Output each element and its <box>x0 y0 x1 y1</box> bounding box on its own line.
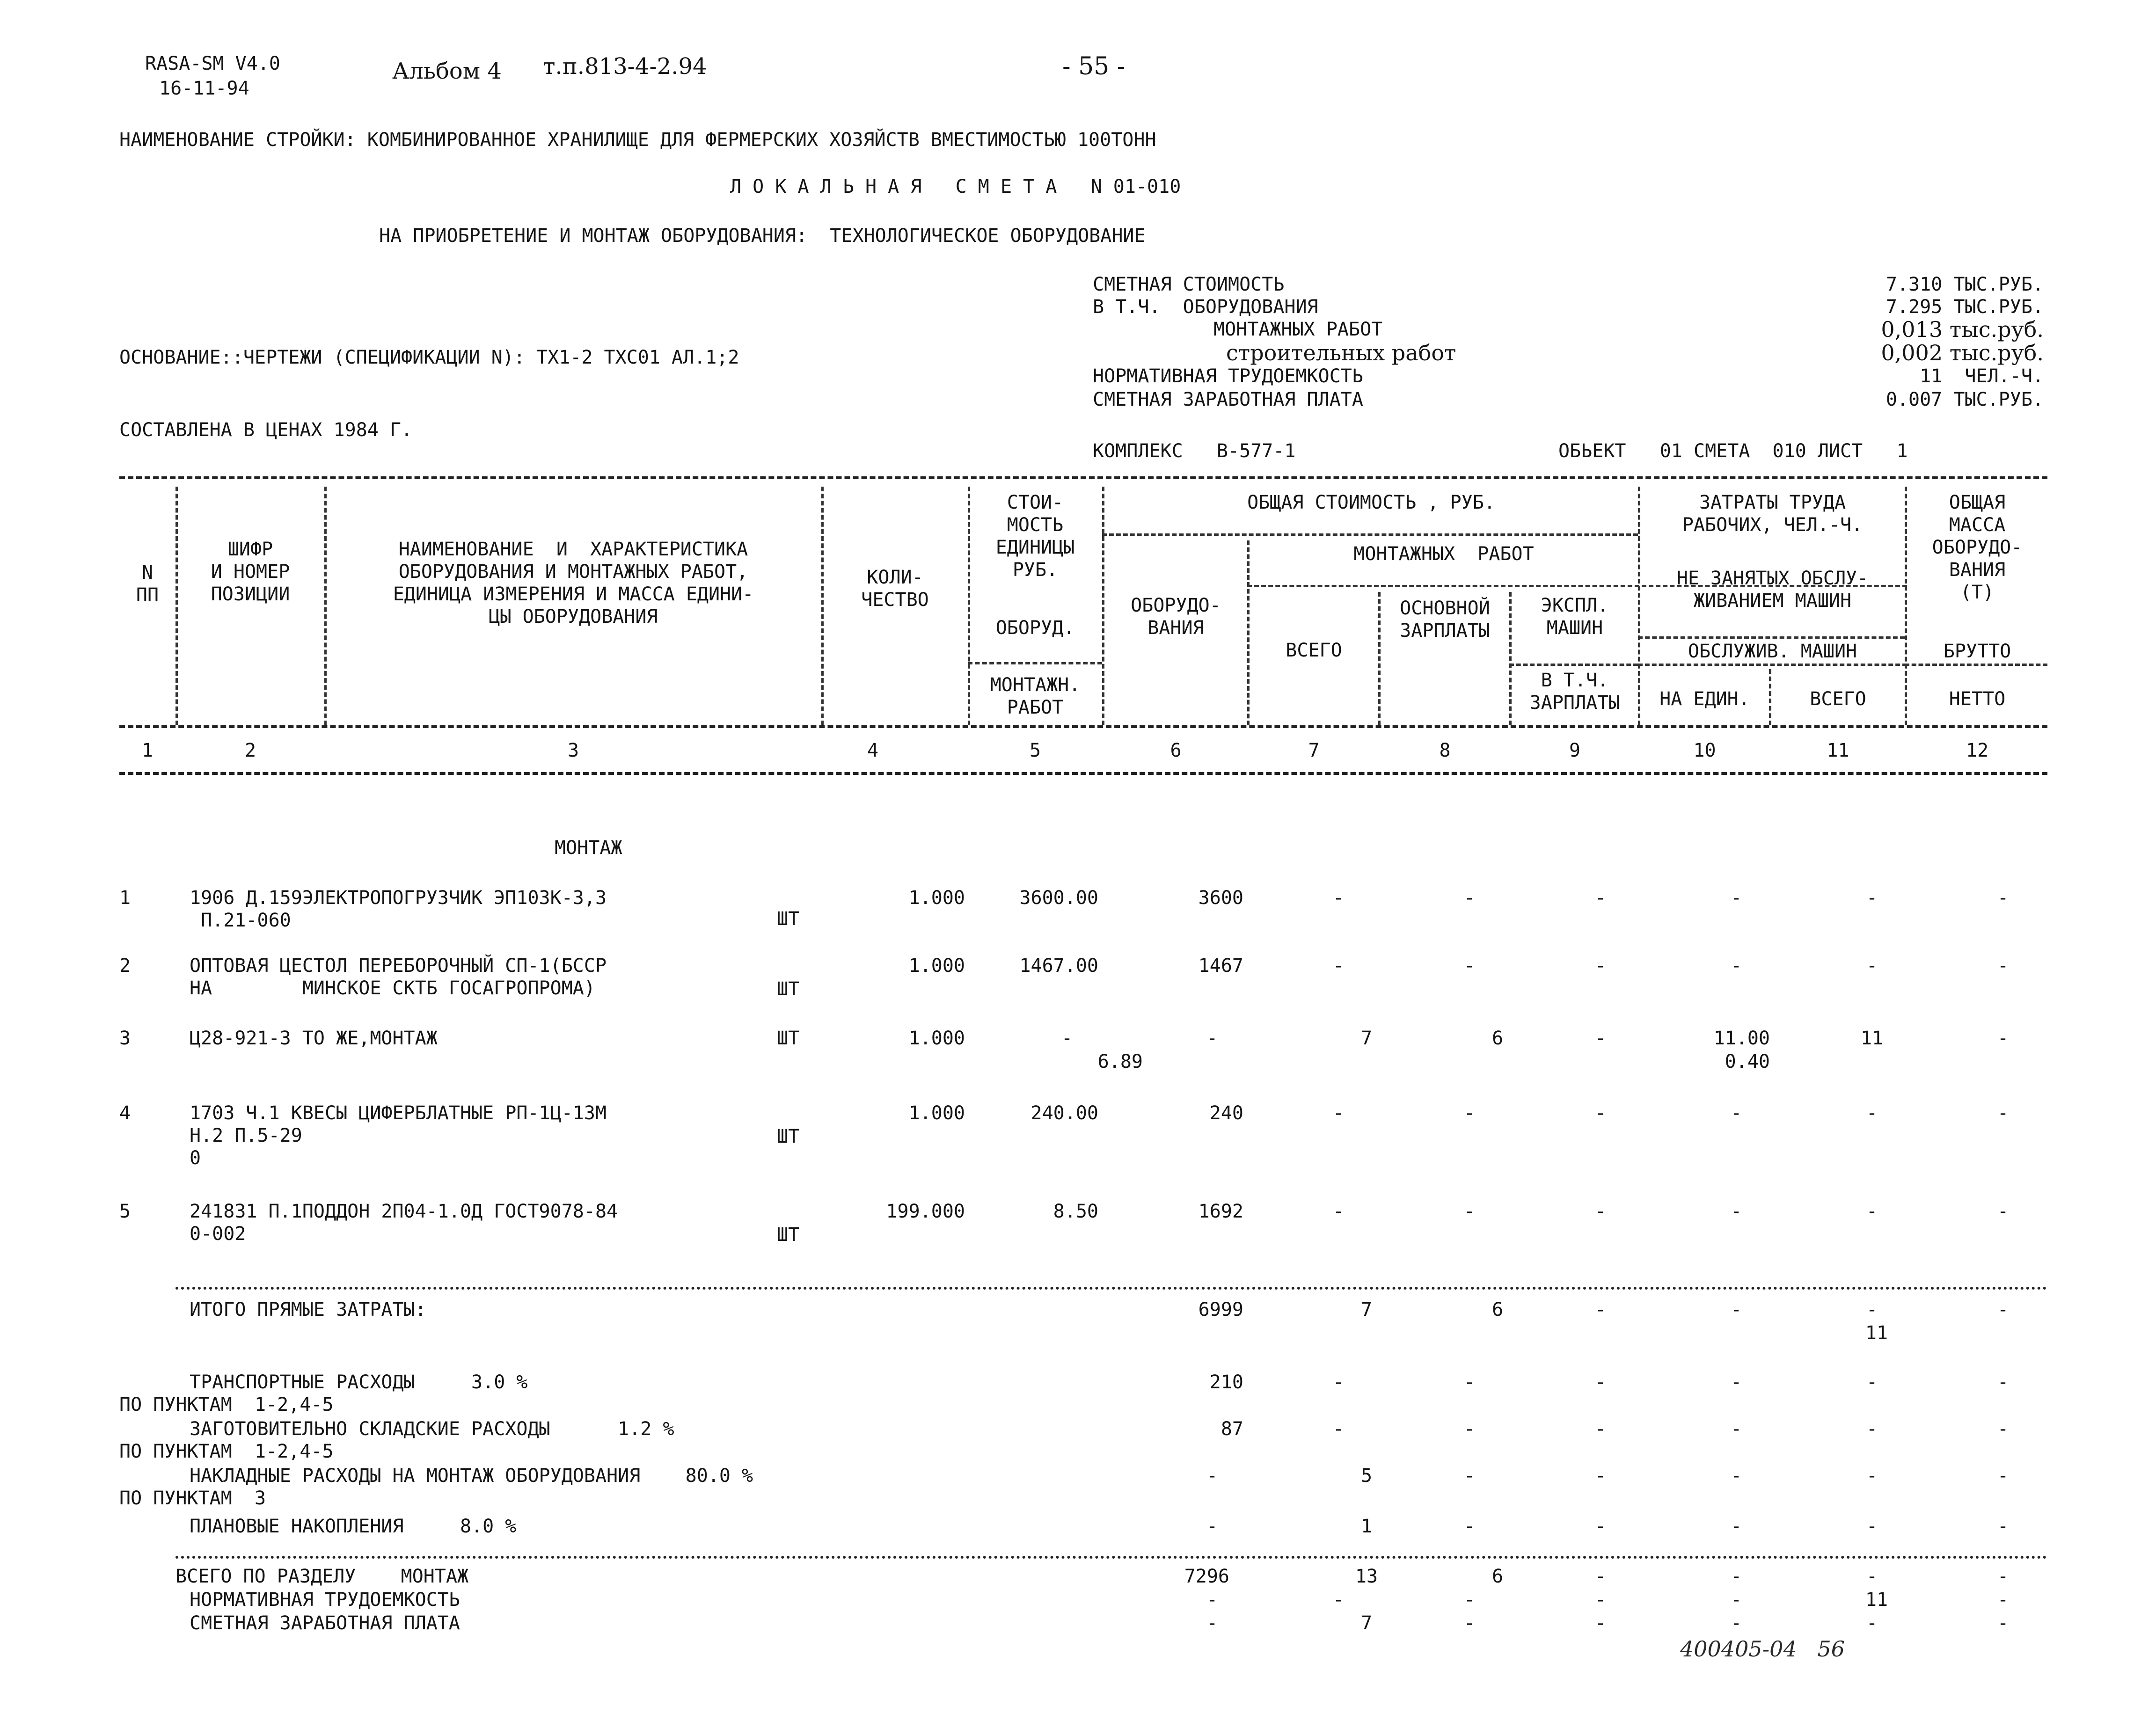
row-number: 3 <box>119 1028 131 1049</box>
totals-c11: - <box>1866 1566 1878 1587</box>
overhead-c9: - <box>1594 1371 1607 1393</box>
row-c9: - <box>1594 1201 1607 1222</box>
row-c11: - <box>1866 1201 1878 1222</box>
overhead-c8: - <box>1463 1418 1476 1440</box>
direct-c11: - <box>1866 1299 1878 1320</box>
totals-c6: - <box>1206 1612 1218 1634</box>
row-c10: - <box>1730 955 1742 977</box>
not-busy-header: НЕ ЗАНЯТЫХ ОБСЛУ- ЖИВАНИЕМ МАШИН <box>1676 568 1869 612</box>
totals-c7: - <box>1332 1589 1345 1611</box>
overhead-c10: - <box>1730 1371 1742 1393</box>
row-c6: 240 <box>1209 1102 1243 1124</box>
row-number: 4 <box>119 1102 131 1124</box>
direct-c9: - <box>1594 1299 1607 1320</box>
overhead-sub: ПО ПУНКТАМ 1-2,4-5 <box>119 1394 334 1415</box>
col-per-unit-header: НА ЕДИН. <box>1659 688 1750 710</box>
row-description: 241831 П.1ПОДДОН 2П04-1.0Д ГОСТ9078-84 0-002 <box>190 1201 618 1245</box>
direct-rule <box>175 1287 2047 1290</box>
col-n-header: N ПП <box>136 562 159 606</box>
row-c9: - <box>1594 1028 1607 1049</box>
col-divider <box>175 487 178 725</box>
totals-c10: - <box>1730 1612 1742 1634</box>
col-equip-total-header: ОБОРУДО- ВАНИЯ <box>1131 595 1221 639</box>
col-qty-header: КОЛИ- ЧЕСТВО <box>861 567 929 611</box>
col-labor-total-header: ВСЕГО <box>1810 688 1866 710</box>
col-netto-header: НЕТТО <box>1949 688 2006 710</box>
row-c11: - <box>1866 887 1878 909</box>
col-brutto-header: БРУТТО <box>1943 641 2011 662</box>
sub-rule <box>968 662 1102 664</box>
col-machine-salary-header: В Т.Ч. ЗАРПЛАТЫ <box>1529 670 1620 714</box>
row-c8: - <box>1463 1102 1476 1124</box>
totals-c10: - <box>1730 1566 1742 1587</box>
summary-label: МОНТАЖНЫХ РАБОТ <box>1213 319 1383 340</box>
overhead-c9: - <box>1594 1516 1607 1537</box>
col-divider <box>1247 540 1250 725</box>
totals-c9: - <box>1594 1612 1607 1634</box>
direct-c8: 6 <box>1491 1299 1504 1320</box>
overhead-sub: ПО ПУНКТАМ 1-2,4-5 <box>119 1441 334 1462</box>
col-number: 9 <box>1569 740 1581 761</box>
basis-text: ОСНОВАНИЕ::ЧЕРТЕЖИ (СПЕЦИФИКАЦИИ N): ТХ1-2 ТХС01 АЛ.1;2 <box>119 347 739 368</box>
summary-value: 0.007 ТЫС.РУБ. <box>1886 389 2044 410</box>
overhead-c7: 1 <box>1360 1516 1373 1537</box>
archive-stamp: 400405-04 56 <box>1680 1636 1845 1662</box>
row-price: 240.00 <box>1030 1102 1098 1124</box>
row-description: 1906 Д.159ЭЛЕКТРОПОГРУЗЧИК ЭП103К-3,3 П.21-060 <box>190 887 607 931</box>
row-qty: 1.000 <box>908 1028 965 1049</box>
overhead-c6: 87 <box>1221 1418 1243 1440</box>
overhead-sub: ПО ПУНКТАМ 3 <box>119 1488 266 1509</box>
labor-header: ЗАТРАТЫ ТРУДА РАБОЧИХ, ЧЕЛ.-Ч. <box>1682 492 1863 536</box>
sub-rule <box>1905 664 2047 666</box>
row-unit: ШТ <box>777 1126 800 1147</box>
overhead-c6: 210 <box>1209 1371 1243 1393</box>
totals-label: ВСЕГО ПО РАЗДЕЛУ МОНТАЖ <box>175 1566 469 1587</box>
totals-c10: - <box>1730 1589 1742 1611</box>
overhead-c11: - <box>1866 1371 1878 1393</box>
overhead-c8: - <box>1463 1465 1476 1487</box>
row-c12: - <box>1997 1028 2009 1049</box>
overhead-c8: - <box>1463 1516 1476 1537</box>
overhead-label: ТРАНСПОРТНЫЕ РАСХОДЫ 3.0 % <box>190 1371 528 1393</box>
totals-c12: - <box>1997 1566 2009 1587</box>
totals-c12: - <box>1997 1612 2009 1634</box>
row-description: 1703 Ч.1 КВЕСЫ ЦИФЕРБЛАТНЫЕ РП-1Ц-13М Н.2 П.5-29 0 <box>190 1102 607 1169</box>
row-unit: ШТ <box>777 908 800 930</box>
row-description: Ц28-921-3 ТО ЖЕ,МОНТАЖ <box>190 1028 438 1049</box>
row-c7: - <box>1332 955 1345 977</box>
totals-c11: - <box>1866 1612 1878 1634</box>
row-unit: ШТ <box>777 1224 800 1246</box>
col-number: 12 <box>1966 740 1989 761</box>
prices-text: СОСТАВЛЕНА В ЦЕНАХ 1984 Г. <box>119 419 413 441</box>
mont-works-header: МОНТАЖНЫХ РАБОТ <box>1353 543 1534 565</box>
overhead-c9: - <box>1594 1465 1607 1487</box>
col-number: 2 <box>244 740 256 761</box>
col-number: 11 <box>1827 740 1849 761</box>
direct-c12: - <box>1997 1299 2009 1320</box>
object-label: ОБЬЕКТ 01 СМЕТА 010 ЛИСТ 1 <box>1558 440 1908 462</box>
estimate-title: Л О К А Л Ь Н А Я С М Е Т А N 01-010 <box>730 176 1181 197</box>
overhead-c11: - <box>1866 1465 1878 1487</box>
summary-label: СМЕТНАЯ ЗАРАБОТНАЯ ПЛАТА <box>1093 389 1363 410</box>
overhead-c7: - <box>1332 1371 1345 1393</box>
row-c6: 1467 <box>1198 955 1243 977</box>
col-code-header: ШИФР И НОМЕР ПОЗИЦИИ <box>211 539 290 605</box>
row-price: - <box>1061 1028 1073 1049</box>
row-number: 5 <box>119 1201 131 1222</box>
row-c12: - <box>1997 1102 2009 1124</box>
overhead-c10: - <box>1730 1516 1742 1537</box>
row-c8: 6 <box>1491 1028 1504 1049</box>
row-number: 2 <box>119 955 131 977</box>
summary-value: 0,013 тыс.руб. <box>1881 317 2044 342</box>
row-c7: - <box>1332 1201 1345 1222</box>
table-top-rule <box>119 476 2047 479</box>
overhead-c12: - <box>1997 1516 2009 1537</box>
service-header: ОБСЛУЖИВ. МАШИН <box>1688 641 1857 662</box>
row-c11: - <box>1866 1102 1878 1124</box>
project-code: т.п.813-4-2.94 <box>543 53 707 80</box>
summary-label: СМЕТНАЯ СТОИМОСТЬ <box>1093 274 1285 295</box>
row-qty: 1.000 <box>908 955 965 977</box>
page-number: - 55 - <box>1062 52 1126 80</box>
row-c6: - <box>1206 1028 1218 1049</box>
overhead-c12: - <box>1997 1465 2009 1487</box>
totals-c7: 13 <box>1355 1566 1378 1587</box>
totals-c9: - <box>1594 1566 1607 1587</box>
row-c12: - <box>1997 887 2009 909</box>
totals-c8: - <box>1463 1612 1476 1634</box>
row-c8: - <box>1463 887 1476 909</box>
col-mass-header: ОБЩАЯ МАССА ОБОРУДО- ВАНИЯ (Т) <box>1932 492 2023 603</box>
col-name-header: НАИМЕНОВАНИЕ И ХАРАКТЕРИСТИКА ОБОРУДОВАНИЯ И МОНТАЖНЫХ РАБОТ, ЕДИНИЦА ИЗМЕРЕНИЯ И МАССА ЕДИНИ- ЦЫ ОБОРУДОВАНИЯ <box>393 539 754 627</box>
col-mont-price-header: МОНТАЖН. РАБОТ <box>990 674 1081 718</box>
overhead-c11: - <box>1866 1418 1878 1440</box>
row-price: 3600.00 <box>1019 887 1098 909</box>
totals-label: СМЕТНАЯ ЗАРАБОТНАЯ ПЛАТА <box>190 1612 460 1634</box>
row-mont-price: 6.89 <box>1097 1051 1143 1072</box>
col-unit-price-header: СТОИ- МОСТЬ ЕДИНИЦЫ РУБ. <box>995 492 1075 581</box>
total-cost-header: ОБЩАЯ СТОИМОСТЬ , РУБ. <box>1247 492 1495 513</box>
row-description: ОПТОВАЯ ЦЕСТОЛ ПЕРЕБОРОЧНЫЙ СП-1(БССР НА МИНСКОЕ СКТБ ГОСАГРОПРОМА) <box>190 955 607 999</box>
row-c9: - <box>1594 887 1607 909</box>
overhead-label: ЗАГОТОВИТЕЛЬНО СКЛАДСКИЕ РАСХОДЫ 1.2 % <box>190 1418 674 1440</box>
row-c10: - <box>1730 887 1742 909</box>
sub-rule <box>1638 664 1907 666</box>
col-equip-price-header: ОБОРУД. <box>995 617 1075 639</box>
direct-c11b: 11 <box>1865 1322 1888 1344</box>
col-number: 6 <box>1170 740 1182 761</box>
row-qty: 199.000 <box>886 1201 965 1222</box>
overhead-c9: - <box>1594 1418 1607 1440</box>
totals-label: НОРМАТИВНАЯ ТРУДОЕМКОСТЬ <box>190 1589 460 1611</box>
row-qty: 1.000 <box>908 887 965 909</box>
summary-label: В Т.Ч. ОБОРУДОВАНИЯ <box>1093 296 1318 318</box>
overhead-c8: - <box>1463 1371 1476 1393</box>
row-c11: - <box>1866 955 1878 977</box>
totals-c6: - <box>1206 1589 1218 1611</box>
row-c7: 7 <box>1360 1028 1373 1049</box>
estimate-purpose: НА ПРИОБРЕТЕНИЕ И МОНТАЖ ОБОРУДОВАНИЯ: ТЕХНОЛОГИЧЕСКОЕ ОБОРУДОВАНИЕ <box>379 225 1146 247</box>
totals-c11: 11 <box>1865 1589 1888 1611</box>
sub-rule <box>1102 533 1638 536</box>
col-salary-header: ОСНОВНОЙ ЗАРПЛАТЫ <box>1400 598 1490 642</box>
col-number: 1 <box>141 740 153 761</box>
overhead-c11: - <box>1866 1516 1878 1537</box>
summary-value: 7.310 ТЫС.РУБ. <box>1886 274 2044 295</box>
col-number: 3 <box>567 740 579 761</box>
row-c10: 11.00 <box>1713 1028 1770 1049</box>
row-c9: - <box>1594 1102 1607 1124</box>
totals-c8: - <box>1463 1589 1476 1611</box>
summary-value: 0,002 тыс.руб. <box>1881 340 2044 365</box>
totals-c8: 6 <box>1491 1566 1504 1587</box>
row-c6: 3600 <box>1198 887 1243 909</box>
col-number: 5 <box>1029 740 1041 761</box>
totals-c12: - <box>1997 1589 2009 1611</box>
summary-value: 11 ЧЕЛ.-Ч. <box>1920 365 2044 387</box>
row-unit: ШТ <box>777 1028 800 1049</box>
col-number: 8 <box>1439 740 1451 761</box>
row-c8: - <box>1463 955 1476 977</box>
col-machines-header: ЭКСПЛ. МАШИН <box>1541 595 1609 639</box>
col-number: 7 <box>1308 740 1320 761</box>
overhead-c12: - <box>1997 1418 2009 1440</box>
col-number: 10 <box>1693 740 1716 761</box>
summary-label: НОРМАТИВНАЯ ТРУДОЕМКОСТЬ <box>1093 365 1363 387</box>
overhead-c6: - <box>1206 1516 1218 1537</box>
col-number: 4 <box>867 740 879 761</box>
row-price: 1467.00 <box>1019 955 1098 977</box>
complex-label: КОМПЛЕКС В-577-1 <box>1093 440 1296 462</box>
row-qty: 1.000 <box>908 1102 965 1124</box>
overhead-label: НАКЛАДНЫЕ РАСХОДЫ НА МОНТАЖ ОБОРУДОВАНИЯ 80.0 % <box>190 1465 753 1487</box>
album-label: Альбом 4 <box>392 58 502 84</box>
overhead-label: ПЛАНОВЫЕ НАКОПЛЕНИЯ 8.0 % <box>190 1516 517 1537</box>
row-c9: - <box>1594 955 1607 977</box>
section-title: МОНТАЖ <box>555 837 622 859</box>
overhead-c12: - <box>1997 1371 2009 1393</box>
direct-costs-label: ИТОГО ПРЯМЫЕ ЗАТРАТЫ: <box>190 1299 426 1320</box>
row-c10: - <box>1730 1102 1742 1124</box>
direct-c10: - <box>1730 1299 1742 1320</box>
direct-c6: 6999 <box>1198 1299 1243 1320</box>
sub-rule <box>1638 636 1905 639</box>
numbers-bottom-rule <box>119 772 2047 775</box>
row-number: 1 <box>119 887 131 909</box>
construction-name: НАИМЕНОВАНИЕ СТРОЙКИ: КОМБИНИРОВАННОЕ ХРАНИЛИЩЕ ДЛЯ ФЕРМЕРСКИХ ХОЗЯЙСТВ ВМЕСТИМОСТЬЮ 100ТОНН <box>119 129 1156 151</box>
col-divider <box>324 487 327 725</box>
overhead-c6: - <box>1206 1465 1218 1487</box>
row-c7: - <box>1332 887 1345 909</box>
row-c10: - <box>1730 1201 1742 1222</box>
totals-c6: 7296 <box>1184 1566 1229 1587</box>
program-date: 16-11-94 <box>159 78 249 99</box>
row-c12: - <box>1997 955 2009 977</box>
row-c6: 1692 <box>1198 1201 1243 1222</box>
row-c11: 11 <box>1860 1028 1884 1049</box>
summary-value: 7.295 ТЫС.РУБ. <box>1886 296 2044 318</box>
row-unit: ШТ <box>777 978 800 1000</box>
totals-rule <box>175 1556 2047 1559</box>
col-mont-total-header: ВСЕГО <box>1286 640 1342 661</box>
sub-rule <box>1509 664 1638 666</box>
totals-c9: - <box>1594 1589 1607 1611</box>
direct-c7: 7 <box>1360 1299 1373 1320</box>
header-bottom-rule <box>119 725 2047 728</box>
row-c10b: 0.40 <box>1725 1051 1770 1072</box>
summary-label: строительных работ <box>1226 340 1456 365</box>
program-name: RASA-SM V4.0 <box>145 53 280 74</box>
row-c7: - <box>1332 1102 1345 1124</box>
overhead-c7: 5 <box>1360 1465 1373 1487</box>
totals-c7: 7 <box>1360 1612 1373 1634</box>
row-c12: - <box>1997 1201 2009 1222</box>
overhead-c7: - <box>1332 1418 1345 1440</box>
overhead-c10: - <box>1730 1418 1742 1440</box>
row-c8: - <box>1463 1201 1476 1222</box>
row-price: 8.50 <box>1053 1201 1098 1222</box>
overhead-c10: - <box>1730 1465 1742 1487</box>
